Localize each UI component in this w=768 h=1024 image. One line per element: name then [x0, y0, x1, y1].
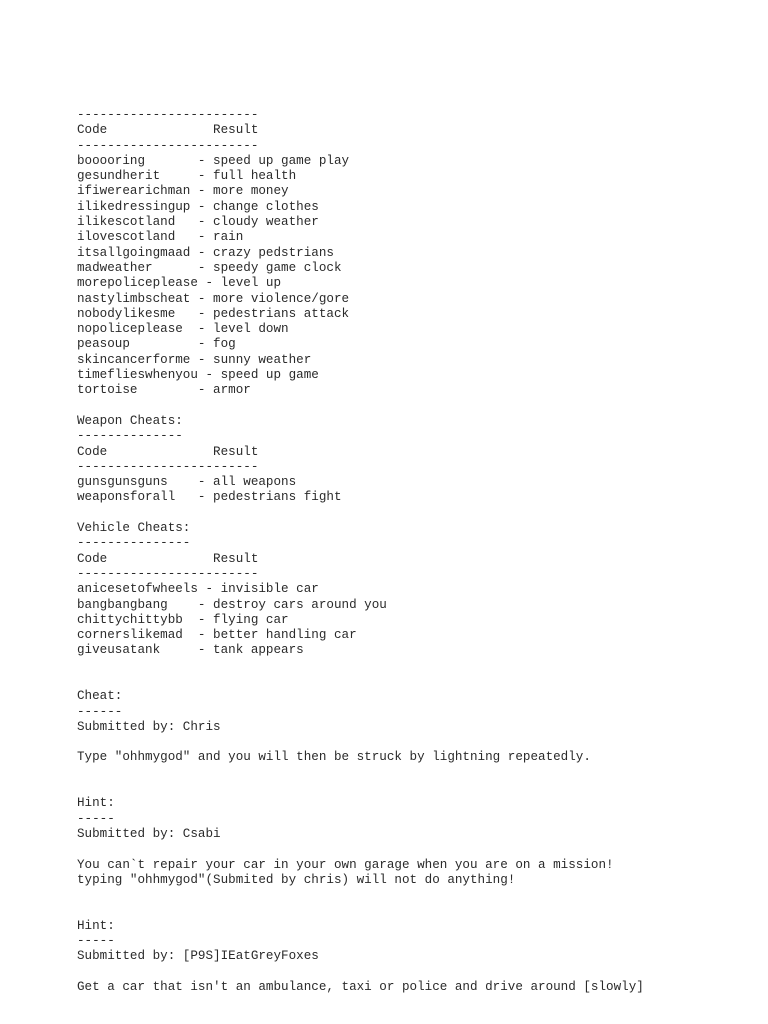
- text-line: ------------------------: [77, 566, 259, 581]
- text-line: [77, 659, 757, 674]
- text-line: -----: [77, 934, 115, 949]
- text-line: madweather - speedy game clock: [77, 260, 342, 275]
- text-line: -----: [77, 811, 115, 826]
- text-line: tortoise - armor: [77, 383, 251, 398]
- text-line: [77, 781, 757, 796]
- text-line: peasoup - fog: [77, 337, 236, 352]
- text-line: ------: [77, 704, 123, 719]
- text-line: Submitted by: Chris: [77, 719, 221, 734]
- text-line: Get a car that isn't an ambulance, taxi or police and drive around [slowly]: [77, 979, 644, 994]
- text-line: nopoliceplease - level down: [77, 322, 289, 337]
- text-line: cornerslikemad - better handling car: [77, 628, 357, 643]
- text-line: nobodylikesme - pedestrians attack: [77, 306, 350, 321]
- text-line: Cheat:: [77, 689, 123, 704]
- text-line: [77, 842, 757, 857]
- text-line: skincancerforme - sunny weather: [77, 352, 312, 367]
- text-line: Type "ohhmygod" and you will then be struck by lightning repeatedly.: [77, 750, 591, 765]
- text-line: weaponsforall - pedestrians fight: [77, 490, 342, 505]
- text-line: timeflieswhenyou - speed up game: [77, 368, 319, 383]
- text-line: itsallgoingmaad - crazy pedstrians: [77, 245, 334, 260]
- text-line: ------------------------: [77, 108, 259, 122]
- text-line: [77, 506, 757, 521]
- text-line: [77, 766, 757, 781]
- text-line: [77, 903, 757, 918]
- text-line: bangbangbang - destroy cars around you: [77, 597, 387, 612]
- text-line: chittychittybb - flying car: [77, 612, 289, 627]
- text-line: Hint:: [77, 918, 115, 933]
- text-line: morepoliceplease - level up: [77, 276, 282, 291]
- text-line: Weapon Cheats:: [77, 413, 183, 428]
- text-line: --------------: [77, 429, 183, 444]
- text-line: [77, 399, 757, 414]
- text-line: typing "ohhmygod"(Submited by chris) will not do anything!: [77, 872, 516, 887]
- document-body: [77, 108, 757, 995]
- text-line: ilikescotland - cloudy weather: [77, 215, 319, 230]
- text-line: Submitted by: [P9S]IEatGreyFoxes: [77, 949, 319, 964]
- text-line: ------------------------: [77, 138, 259, 153]
- text-line: [77, 965, 757, 980]
- text-line: ilovescotland - rain: [77, 230, 244, 245]
- text-line: booooring - speed up game play: [77, 153, 350, 168]
- text-line: gunsgunsguns - all weapons: [77, 475, 297, 490]
- text-line: Code Result: [77, 123, 259, 138]
- text-line: Code Result: [77, 551, 259, 566]
- text-line: Vehicle Cheats:: [77, 521, 191, 536]
- text-line: giveusatank - tank appears: [77, 643, 304, 658]
- text-line: Submitted by: Csabi: [77, 826, 221, 841]
- text-line: nastylimbscheat - more violence/gore: [77, 291, 350, 306]
- text-line: Hint:: [77, 796, 115, 811]
- text-line: Code Result: [77, 444, 259, 459]
- text-line: [77, 735, 757, 750]
- text-line: ifiwerearichman - more money: [77, 184, 289, 199]
- text-line: ------------------------: [77, 459, 259, 474]
- text-line: ---------------: [77, 536, 191, 551]
- text-line: You can`t repair your car in your own garage when you are on a mission!: [77, 857, 614, 872]
- text-line: gesundherit - full health: [77, 169, 297, 184]
- text-line: anicesetofwheels - invisible car: [77, 582, 319, 597]
- text-line: ilikedressingup - change clothes: [77, 199, 319, 214]
- text-line: [77, 674, 757, 689]
- text-line: [77, 888, 757, 903]
